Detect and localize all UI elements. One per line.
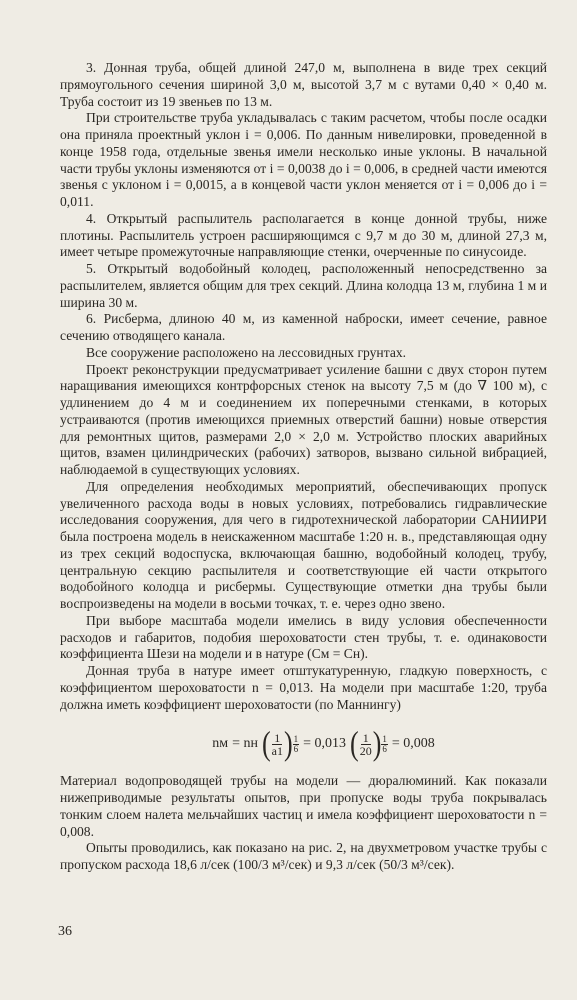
paren-close-2: ): [372, 724, 382, 763]
fraction-1: [272, 732, 283, 757]
exponent-2-denominator: 6: [382, 743, 387, 754]
paren-close-1: ): [283, 724, 293, 763]
text-block-bottom: [60, 773, 547, 874]
fraction-2-denominator: 20: [359, 743, 372, 758]
page-number: 36: [58, 924, 72, 939]
fraction-1-denominator: a1: [271, 743, 283, 758]
fraction-1-numerator: 1: [274, 730, 281, 745]
paragraph: Проект реконструкции предусматривает усиление башни с двух сторон путем наращивания имеющихся контрфорсных стенок на высоту 7,5 м (до ∇ 100 м), с удлинением до 4 м и соединением их поперечными стенками, в которых устраиваются (против имеющихся приемных отверстий башни) новые отверстия для ремонтных щитов, размерами 2,0 × 2,0 м. Устройство плоских аварийных щитов, взамен цилиндрических (рабочих) затворов, вызвано сильной вибрацией, наблюдаемой в существующих условиях.: [60, 361, 547, 477]
paragraph: При строительстве труба укладывалась с таким расчетом, чтобы после осадки она приняла проектный уклон i = 0,006. По данным нивелировки, проведенной в конце 1958 года, отдельные звенья имели несколько иные уклоны. В начальной части трубы уклоны изменяются от i = 0,0038 до i = 0,006, в средней части имеются звенья с уклоном i = 0,0015, а в концевой части уклон меняется от i = 0,006 до i = 0,011.: [60, 110, 547, 209]
paragraph: 5. Открытый водобойный колодец, расположенный непосредственно за распылителем, является общим для трех секций. Длина колодца 13 м, глубина 1 м и ширина 30 м.: [60, 261, 547, 310]
paragraph: Донная труба в натуре имеет отштукатуренную, гладкую поверхность, с коэффициентом шероховатости n = 0,013. На модели при масштабе 1:20, труба должна иметь коэффициент шероховатости (по Маннингу): [60, 663, 547, 712]
paragraph: При выборе масштаба модели имелись в виду условия обеспеченности расходов и габаритов, подобия шероховатости стен трубы, т. е. одинаковости коэффициента Шези на модели и в натуре (Cм = Cн).: [60, 612, 547, 662]
exponent-2-numerator: 1: [382, 733, 387, 744]
text-block-top: [60, 60, 547, 713]
paragraph: 4. Открытый распылитель располагается в конце донной трубы, ниже плотины. Распылитель устроен расширяющимся с 9,7 м до 30 м, длиной 27,3 м, имеет четыре промежуточные направляющие стенки, очерченные по синусоиде.: [60, 210, 547, 260]
paren-open-1: (: [261, 724, 271, 763]
paragraph: 6. Рисберма, длиною 40 м, из каменной наброски, имеет сечение, равное сечению отводящего канала.: [60, 311, 547, 343]
exponent-1-numerator: 1: [293, 733, 299, 744]
fraction-2-numerator: 1: [362, 730, 369, 745]
paren-open-2: (: [350, 724, 359, 763]
paragraph: Опыты проводились, как показано на рис. 2, на двухметровом участке трубы с пропуском расхода 18,6 л/сек (100/3 м³/сек) и 9,3 л/сек (50/3 м³/сек).: [60, 840, 547, 872]
paragraph: 3. Донная труба, общей длиной 247,0 м, выполнена в виде трех секций прямоугольного сечения шириной 3,0 м, высотой 3,7 м с вутами 0,40 × 0,40 м. Труба состоит из 19 звеньев по 13 м.: [60, 60, 547, 109]
paragraph: Для определения необходимых мероприятий, обеспечивающих пропуск увеличенного расхода воды в новых условиях, потребовались гидравлические исследования сооружения, для чего в гидротехнической лаборатории САНИИРИ была построена модель в неискаженном масштабе 1:20 н. в., представляющая одну из трех секций водоспуска, включающая башню, водобойный колодец, трубу, центральную секцию распылителя и соответствующие ей части открытого водобойного колодца и рисбермы. Существующие отметки дна трубы были воспроизведены на модели в восьми точках, т. е. через одно звено.: [60, 478, 547, 611]
exponent-2: [381, 735, 388, 754]
formula-eq2: = 0,013: [303, 736, 347, 752]
formula-result: = 0,008: [391, 736, 435, 752]
paragraph: Все сооружение расположено на лессовидных грунтах.: [86, 344, 407, 360]
formula-eq1: = nн: [232, 736, 258, 752]
exponent-1: [293, 735, 300, 754]
paragraph: Материал водопроводящей трубы на модели — дюралюминий. Как показали нижеприводимые результаты опытов, при пропуске воды труба покрывалась тонким слоем налета мельчайших частиц и имела коэффициент шероховатости n = 0,008.: [60, 773, 547, 839]
manning-formula: [60, 719, 547, 769]
exponent-1-denominator: 6: [293, 743, 299, 754]
fraction-2: [360, 732, 372, 757]
formula-lhs: nм: [212, 736, 229, 752]
